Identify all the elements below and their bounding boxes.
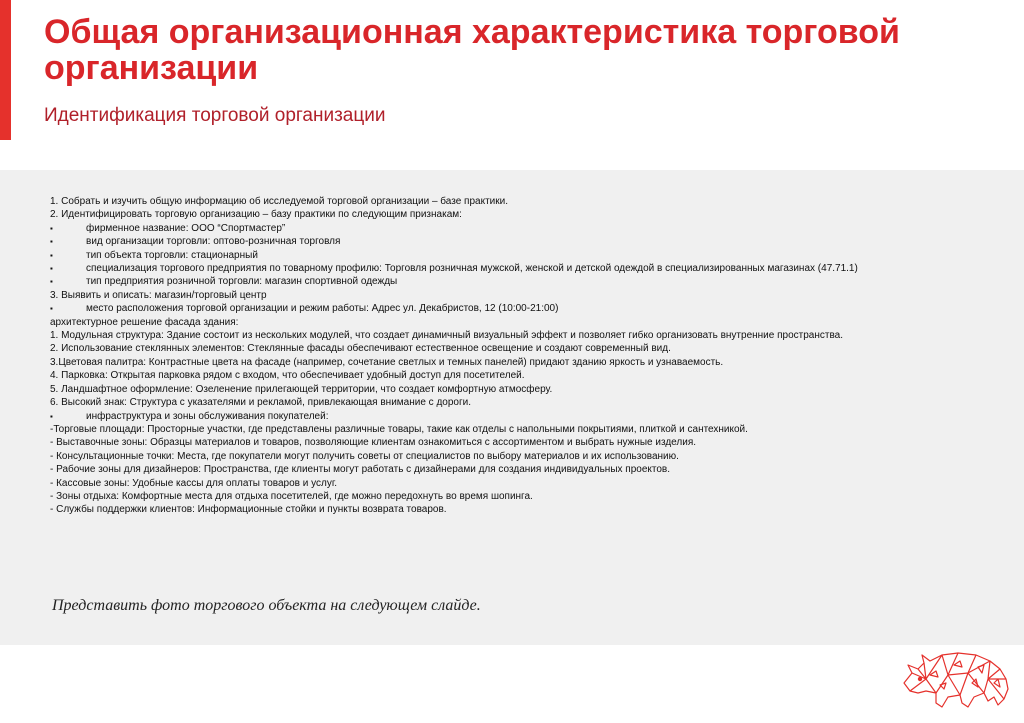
- text-line: [50, 463, 1010, 476]
- page-subtitle: Идентификация торговой организации: [44, 105, 386, 126]
- line-text: - Выставочные зоны: Образцы материалов и товаров, позволяющие клиентам ознакомиться с ассортиментом и выбрать нужные изделия.: [50, 437, 697, 449]
- content-panel: [0, 170, 1024, 645]
- line-text: место расположения торговой организации и режим работы: Адрес ул. Декабристов, 12 (10:00-21:00): [86, 303, 559, 315]
- bullet-icon: ▪: [50, 277, 53, 287]
- line-text: специализация торгового предприятия по товарному профилю: Торговля розничная мужской, женской и детской одеждой в специализированных магазинах (47.71.1): [86, 263, 858, 275]
- line-text: 4. Парковка: Открытая парковка рядом с входом, что обеспечивает удобный доступ для посетителей.: [50, 370, 525, 382]
- text-line: [50, 369, 1010, 382]
- line-text: - Службы поддержки клиентов: Информационные стойки и пункты возврата товаров.: [50, 504, 447, 516]
- rhino-logo-icon: [898, 643, 1016, 713]
- line-text: 1. Собрать и изучить общую информацию об исследуемой торговой организации – базе практики.: [50, 196, 508, 207]
- text-line: [50, 396, 1010, 409]
- text-line: [50, 356, 1010, 369]
- text-line: [50, 423, 1010, 436]
- line-text: - Консультационные точки: Места, где покупатели могут получить советы от специалистов по выбору материалов и их использованию.: [50, 450, 679, 462]
- line-text: -Торговые площади: Просторные участки, где представлены различные товары, такие как отделы с напольными покрытиями, плиткой и сантехникой.: [50, 423, 748, 435]
- footer-note: Представить фото торгового объекта на следующем слайде.: [52, 597, 481, 614]
- content-lines: [50, 195, 1010, 517]
- bullet-icon: ▪: [50, 411, 53, 421]
- text-line: [50, 436, 1010, 449]
- line-text: 6. Высокий знак: Структура с указателями и рекламой, привлекающая внимание с дороги.: [50, 397, 471, 409]
- text-line: [50, 329, 1010, 342]
- line-text: - Кассовые зоны: Удобные кассы для оплаты товаров и услуг.: [50, 477, 338, 489]
- bullet-icon: ▪: [50, 304, 53, 314]
- bullet-icon: ▪: [50, 264, 53, 274]
- line-text: фирменное название: ООО “Спортмастер”: [86, 222, 286, 234]
- text-line: [50, 490, 1010, 503]
- text-line: [50, 503, 1010, 516]
- bullet-icon: ▪: [50, 237, 53, 247]
- bullet-item: [50, 302, 1010, 315]
- page-title: Общая организационная характеристика торговой организации: [44, 13, 900, 87]
- line-text: - Рабочие зоны для дизайнеров: Пространства, где клиенты могут работать с дизайнерами для создания индивидуальных проектов.: [50, 464, 671, 476]
- line-text: инфраструктура и зоны обслуживания покупателей:: [86, 410, 329, 422]
- bullet-icon: ▪: [50, 250, 53, 260]
- bullet-item: [50, 222, 1010, 235]
- text-line: [50, 316, 1010, 329]
- bullet-item: [50, 275, 1010, 288]
- bullet-item: [50, 410, 1010, 423]
- line-text: 1. Модульная структура: Здание состоит из нескольких модулей, что создает динамичный визуальный эффект и позволяет гибко организовать внутренние пространства.: [50, 330, 843, 342]
- line-text: архитектурное решение фасада здания:: [50, 316, 239, 328]
- text-line: [50, 208, 1010, 221]
- line-text: - Зоны отдыха: Комфортные места для отдыха посетителей, где можно передохнуть во время шопинга.: [50, 490, 533, 502]
- text-line: [50, 289, 1010, 302]
- line-text: тип предприятия розничной торговли: магазин спортивной одежды: [86, 276, 398, 288]
- line-text: 2. Использование стеклянных элементов: Стеклянные фасады обеспечивают естественное освещение и создают современный вид.: [50, 343, 671, 355]
- bullet-icon: ▪: [50, 223, 53, 233]
- bullet-item: [50, 262, 1010, 275]
- bullet-item: [50, 235, 1010, 248]
- line-text: 3. Выявить и описать: магазин/торговый центр: [50, 289, 267, 301]
- text-line: [50, 450, 1010, 463]
- line-text: 3.Цветовая палитра: Контрастные цвета на фасаде (например, сочетание светлых и темных панелей) придают зданию яркость и узнаваемость.: [50, 356, 724, 368]
- bullet-item: [50, 249, 1010, 262]
- line-text: 2. Идентифицировать торговую организацию – базу практики по следующим признакам:: [50, 209, 462, 221]
- line-text: вид организации торговли: оптово-розничная торговля: [86, 236, 341, 248]
- text-line: [50, 195, 1010, 208]
- line-text: 5. Ландшафтное оформление: Озеленение прилегающей территории, что создает комфортную атмосферу.: [50, 383, 553, 395]
- line-text: тип объекта торговли: стационарный: [86, 249, 258, 261]
- text-line: [50, 342, 1010, 355]
- text-line: [50, 477, 1010, 490]
- text-line: [50, 383, 1010, 396]
- accent-bar: [0, 0, 11, 140]
